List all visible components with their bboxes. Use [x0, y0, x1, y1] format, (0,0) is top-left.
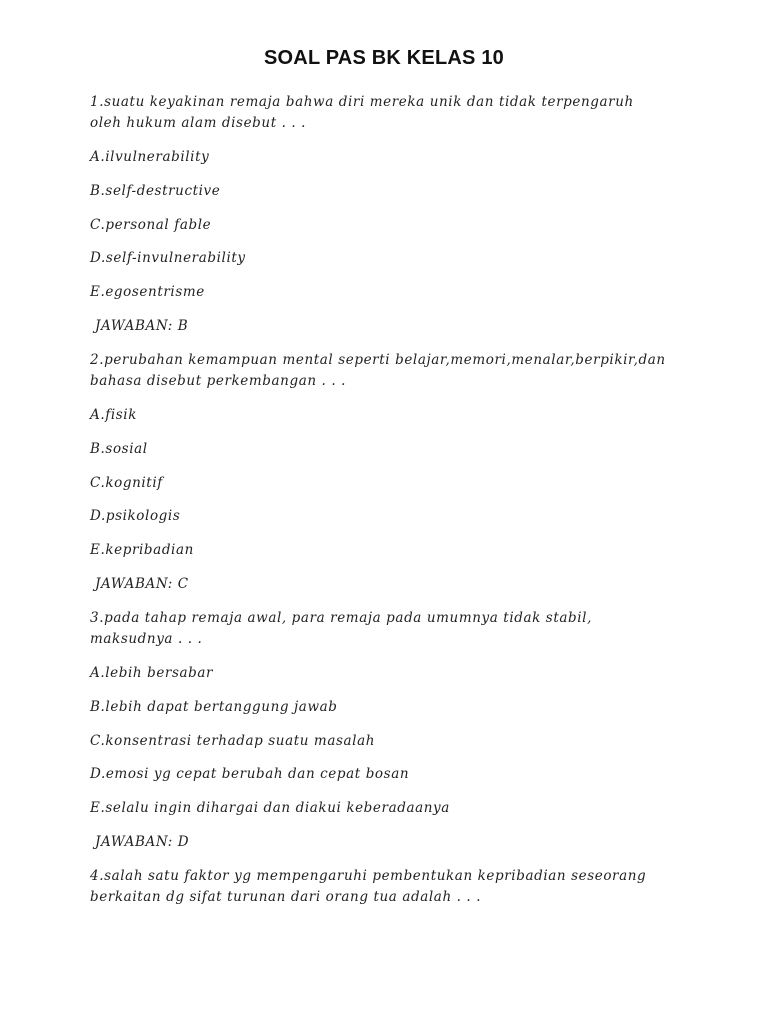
- option-a: A.fisik: [90, 406, 137, 423]
- question-text: 2.perubahan kemampuan mental seperti belajar,memori,menalar,berpikir,dan bahasa disebut perkembangan . . .: [90, 351, 666, 389]
- option-b: B.sosial: [90, 440, 148, 457]
- option-d: D.psikologis: [90, 508, 181, 525]
- question-block-4: [90, 866, 670, 908]
- answer-key: JAWABAN: C: [95, 575, 189, 592]
- document-title: SOAL PAS BK KELAS 10: [264, 47, 504, 69]
- question-text: 3.pada tahap remaja awal, para remaja pada umumnya tidak stabil, maksudnya . . .: [90, 609, 592, 647]
- answer-key: JAWABAN: D: [95, 833, 190, 850]
- answer-key: JAWABAN: B: [95, 317, 189, 334]
- option-e: E.egosentrisme: [90, 284, 205, 301]
- option-c: C.konsentrasi terhadap suatu masalah: [90, 732, 376, 749]
- option-c: C.kognitif: [90, 474, 163, 491]
- option-b: B.lebih dapat bertanggung jawab: [90, 698, 338, 715]
- question-text: 4.salah satu faktor yg mempengaruhi pembentukan kepribadian seseorang berkaitan dg sifat turunan dari orang tua adalah . . .: [90, 867, 647, 905]
- document-body: [90, 92, 670, 921]
- option-e: E.selalu ingin dihargai dan diakui keberadaanya: [90, 800, 450, 817]
- question-block-3: [90, 608, 670, 853]
- option-a: A.ilvulnerability: [90, 149, 210, 165]
- question-block-2: [90, 350, 670, 595]
- option-d: D.emosi yg cepat berubah dan cepat bosan: [90, 766, 410, 783]
- option-a: A.lebih bersabar: [90, 664, 214, 681]
- question-text: 1.suatu keyakinan remaja bahwa diri mereka unik dan tidak terpengaruh oleh hukum alam disebut . . .: [90, 94, 634, 131]
- option-e: E.kepribadian: [90, 542, 194, 559]
- option-d: D.self-invulnerability: [90, 250, 246, 267]
- option-c: C.personal fable: [90, 216, 212, 233]
- option-b: B.self-destructive: [90, 182, 221, 199]
- question-block-1: [90, 92, 670, 337]
